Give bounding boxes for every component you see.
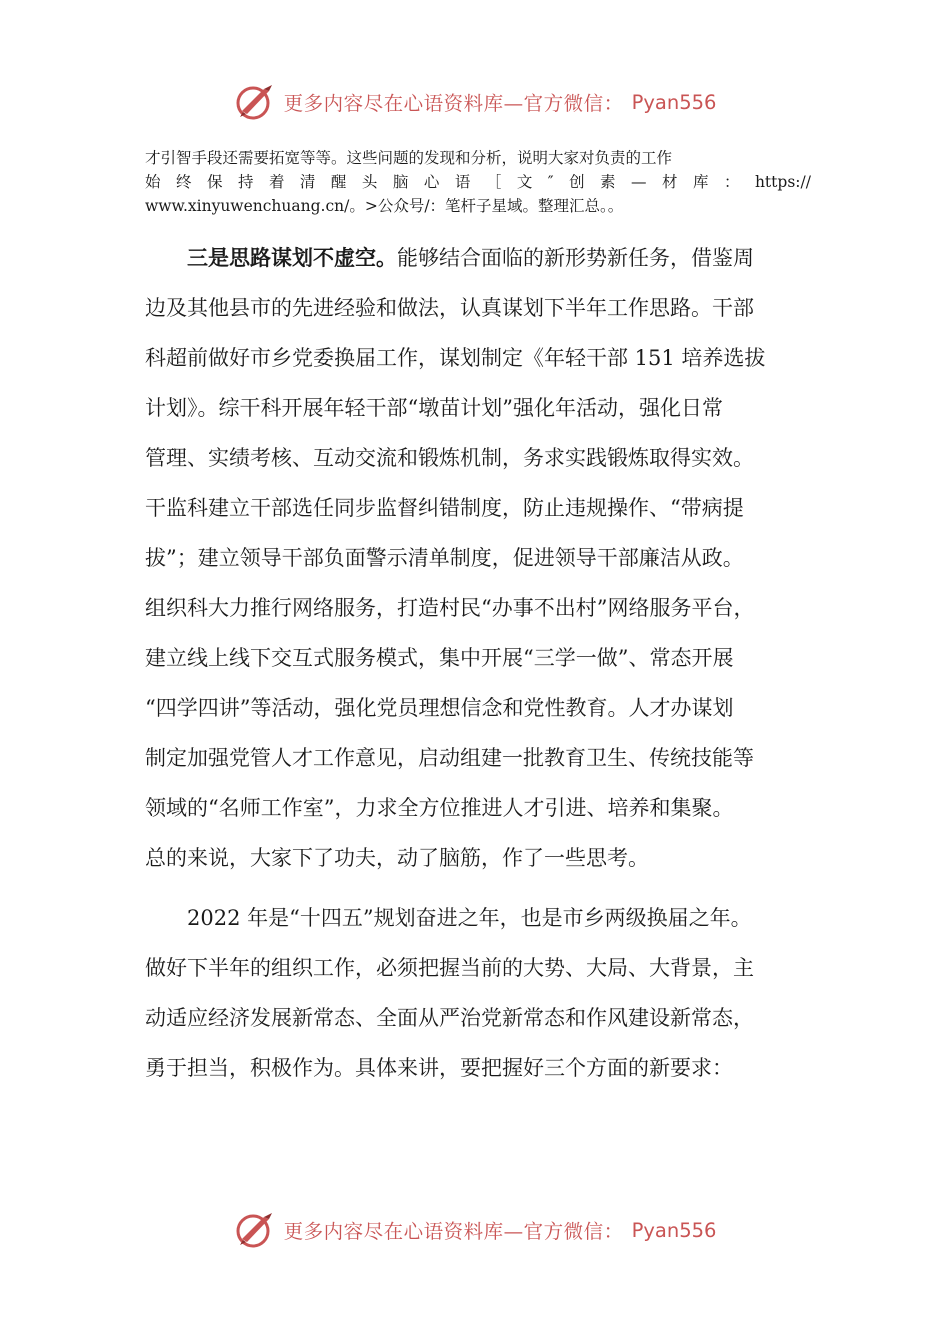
footer-banner <box>0 1205 950 1255</box>
paragraph-lead: 三是思路谋划不虚空。 <box>187 245 397 270</box>
snippet-char: 头 <box>361 173 378 191</box>
banner-text: 更多内容尽在心语资料库—官方微信： <box>283 1220 624 1243</box>
paragraph-line: 计划》。综干科开展年轻干部“墩苗计划”强化年活动，强化日常 <box>145 396 723 420</box>
snippet-char: — <box>631 173 647 191</box>
snippet-block <box>145 146 811 218</box>
snippet-line: www.xinyuwenchuang.cn/。>公众号/：笔杆子星域。整理汇总。。 <box>145 197 624 215</box>
snippet-char: 着 <box>268 173 285 191</box>
paragraph-line: 总的来说，大家下了功夫，动了脑筋，作了一些思考。 <box>145 846 649 870</box>
snippet-char: 保 <box>206 173 223 191</box>
paragraph-line: 建立线上线下交互式服务模式，集中开展“三学一做”、常态开展 <box>145 646 734 670</box>
paragraph-line: 做好下半年的组织工作，必须把握当前的大势、大局、大背景，主 <box>145 956 754 980</box>
banner-wechat-id: Pyan556 <box>631 1218 717 1242</box>
snippet-justified-line <box>145 170 811 194</box>
paragraph-line <box>145 233 811 283</box>
paragraph-line: 动适应经济发展新常态、全面从严治党新常态和作风建设新常态， <box>145 1006 754 1030</box>
snippet-char: 素 <box>600 173 616 191</box>
pen-logo-icon <box>234 1209 276 1251</box>
paragraph-line: “四学四讲”等活动，强化党员理想信念和党性教育。人才办谋划 <box>145 696 734 720</box>
paragraph-line: 勇于担当，积极作为。具体来讲，要把握好三个方面的新要求： <box>145 1056 733 1080</box>
snippet-char: 终 <box>175 173 192 191</box>
snippet-char: 材 <box>662 173 678 191</box>
paragraph-line: 2022 年是“十四五”规划奋进之年，也是市乡两级换届之年。 <box>187 906 752 930</box>
paragraph-line: 科超前做好市乡党委换届工作，谋划制定《年轻干部 151 培养选拔 <box>145 346 766 370</box>
snippet-char: 语 <box>454 173 471 191</box>
snippet-char: 库 <box>692 173 709 191</box>
snippet-char: 创 <box>569 173 585 191</box>
paragraph-line: 组织科大力推行网络服务，打造村民“办事不出村”网络服务平台， <box>145 596 755 620</box>
snippet-char: 心 <box>423 173 440 191</box>
snippet-char: 始 <box>145 173 161 191</box>
snippet-char: ： <box>723 173 740 191</box>
snippet-char: 持 <box>237 173 254 191</box>
snippet-char: 醒 <box>330 173 347 191</box>
banner-text: 更多内容尽在心语资料库—官方微信： <box>283 92 624 115</box>
paragraph-line-text: 能够结合面临的新形势新任务，借鉴周 <box>397 246 754 270</box>
snippet-char: https:// <box>754 173 811 191</box>
snippet-char: 清 <box>299 173 316 191</box>
snippet-char: 文 <box>516 173 533 191</box>
pen-logo-icon <box>234 81 276 123</box>
paragraph-line: 领域的“名师工作室”，力求全方位推进人才引进、培养和集聚。 <box>145 796 734 820</box>
snippet-char: ［ <box>485 173 502 191</box>
snippet-line: 才引智手段还需要拓宽等等。这些问题的发现和分析，说明大家对负责的工作 <box>145 149 673 167</box>
paragraph-line: 管理、实绩考核、互动交流和锻炼机制，务求实践锻炼取得实效。 <box>145 446 754 470</box>
snippet-char: 脑 <box>392 173 409 191</box>
snippet-char: ″ <box>547 173 554 191</box>
paragraph-line: 干监科建立干部选任同步监督纠错制度，防止违规操作、“带病提 <box>145 496 744 520</box>
header-banner <box>0 77 950 127</box>
paragraph-2 <box>145 893 811 1093</box>
paragraph-1 <box>145 233 811 883</box>
paragraph-line: 拔”；建立领导干部负面警示清单制度，促进领导干部廉洁从政。 <box>145 546 744 570</box>
banner-wechat-id: Pyan556 <box>631 90 717 114</box>
paragraph-line: 边及其他县市的先进经验和做法，认真谋划下半年工作思路。干部 <box>145 296 754 320</box>
paragraph-line: 制定加强党管人才工作意见，启动组建一批教育卫生、传统技能等 <box>145 746 754 770</box>
